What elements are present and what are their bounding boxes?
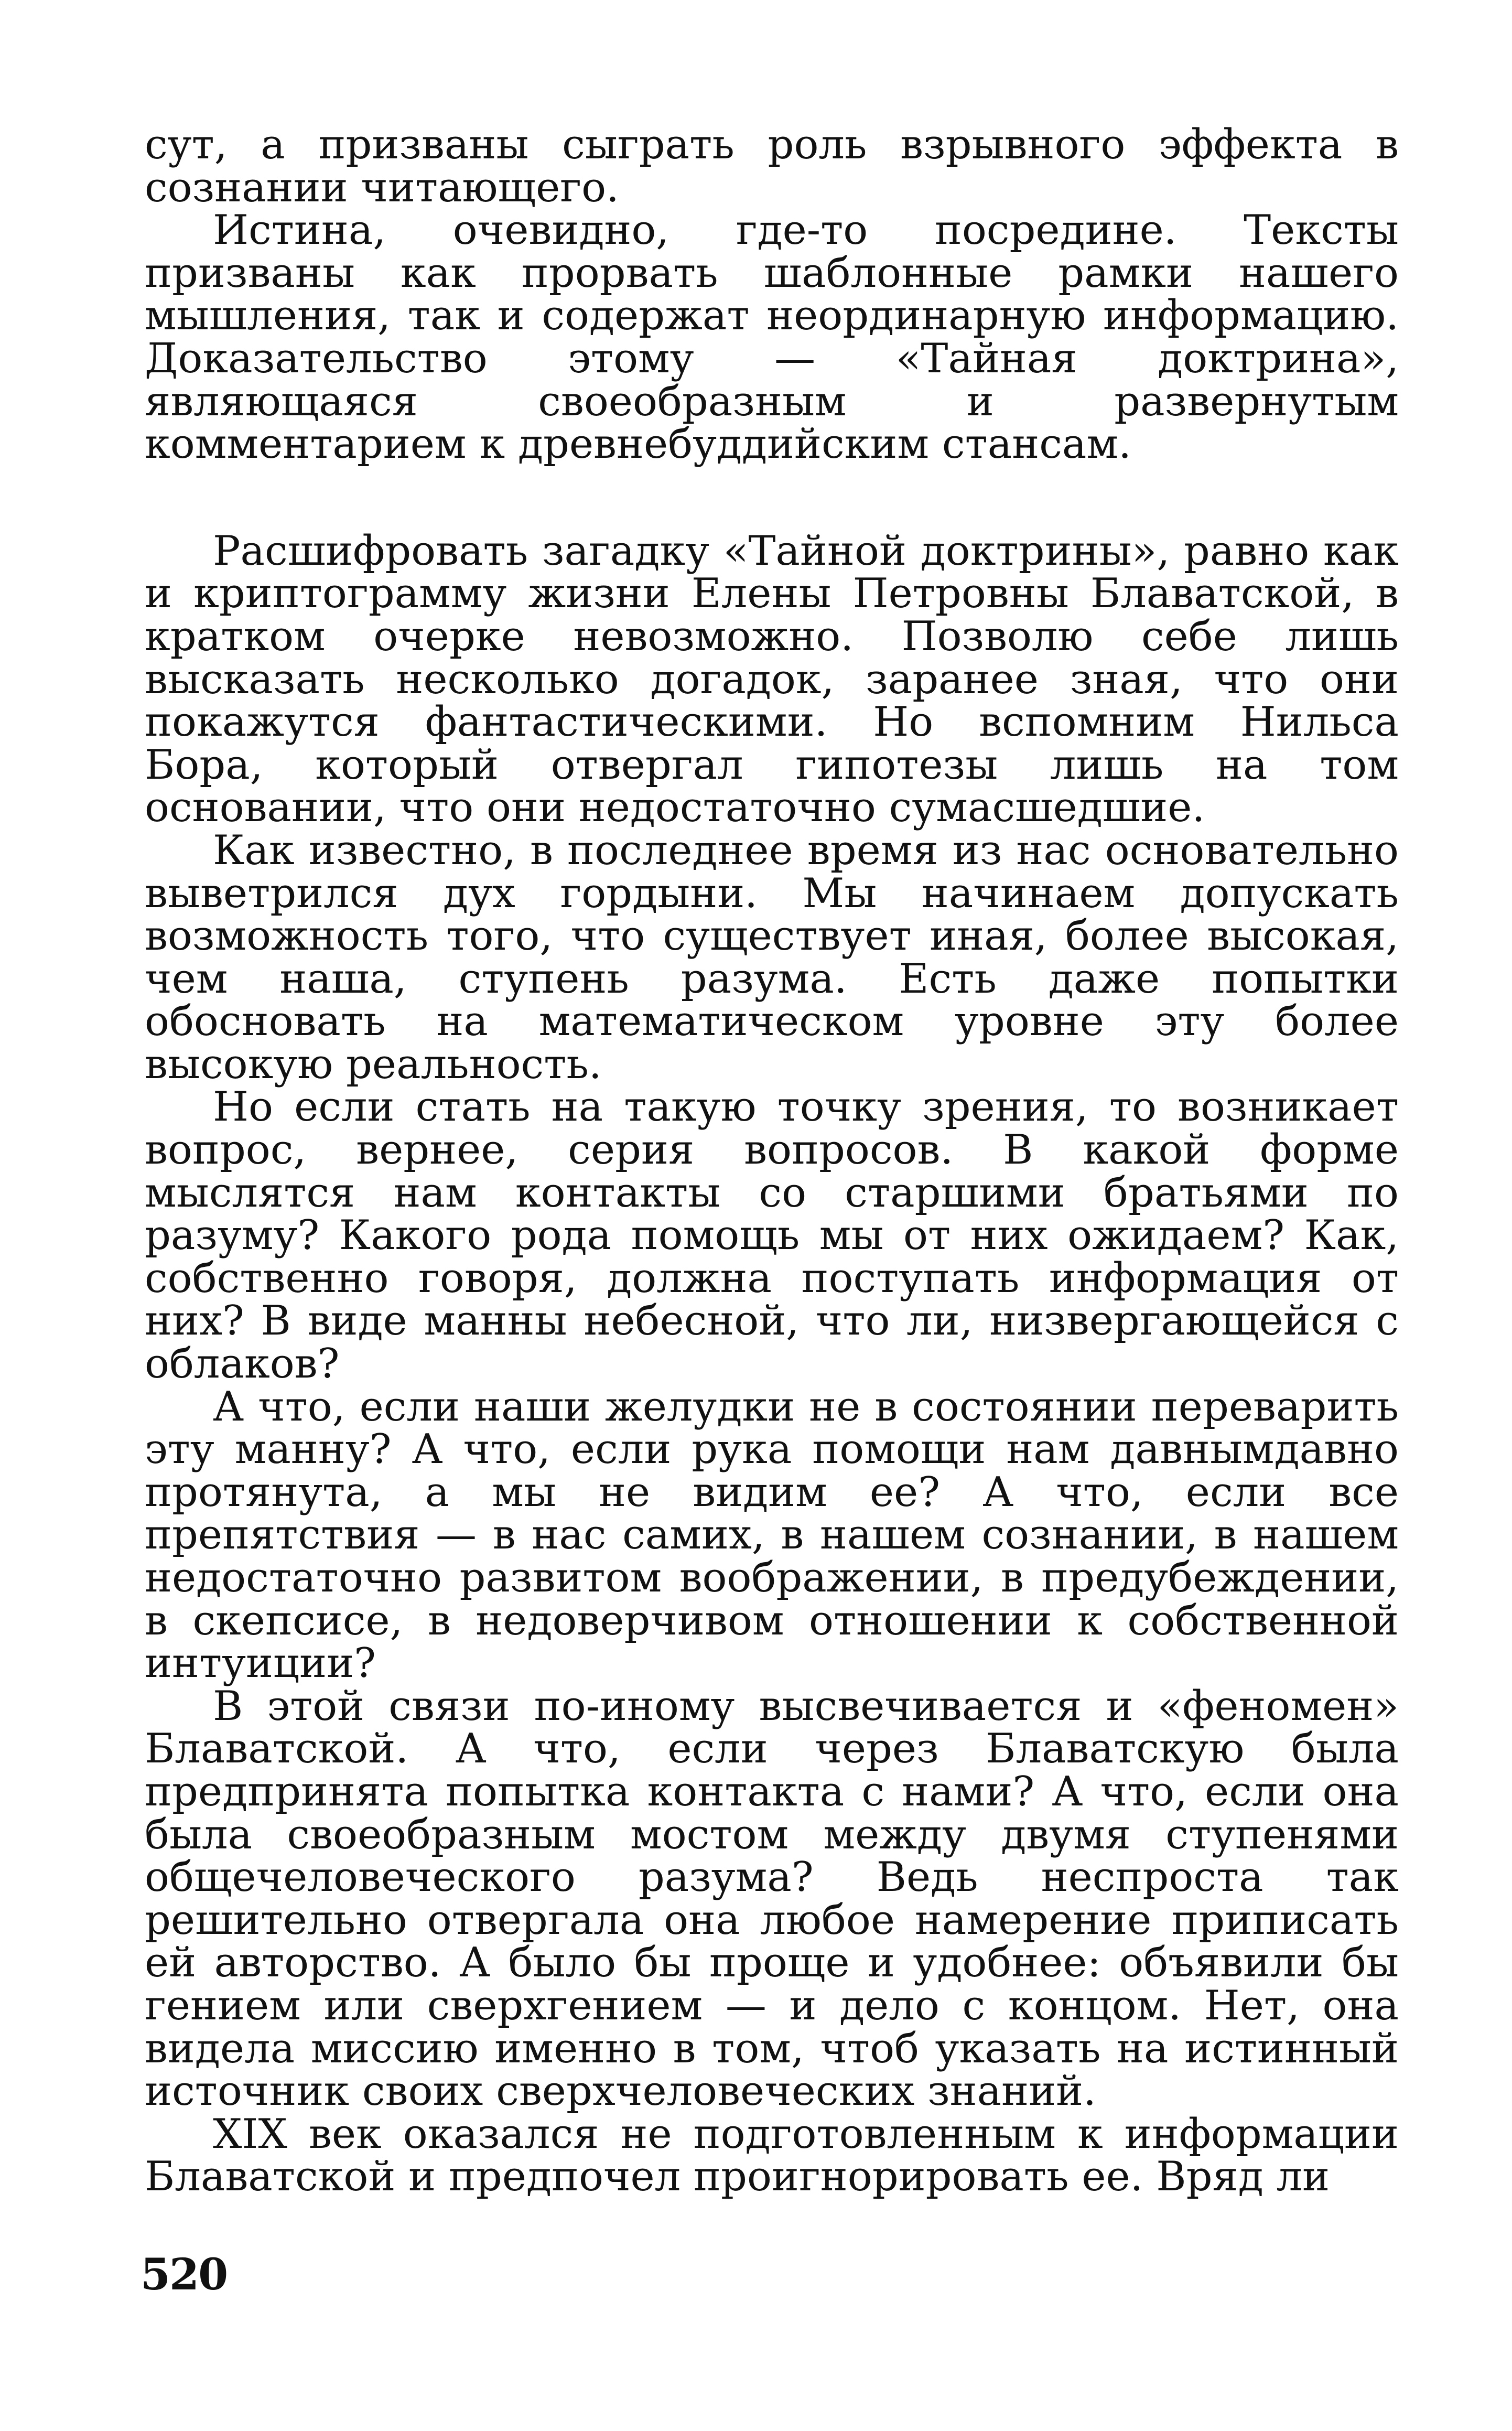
paragraph: XIX век оказался не подготовленным к информации Блаватской и предпочел проигнорировать ее. Вряд ли bbox=[145, 2110, 1399, 2201]
body-text bbox=[145, 121, 1399, 2201]
paragraph: А что, если наши желудки не в состоянии переварить эту манну? А что, если рука помощи нам давнымдавно протянута, а мы не видим ее? А что, если все препятствия — в нас самих, в нашем сознании, в нашем недостаточно развитом воображении, в предубеждении, в скепсисе, в недоверчивом отношении к собственной интуиции? bbox=[145, 1383, 1399, 1687]
paragraph: В этой связи по-иному высвечивается и «феномен» Блаватской. А что, если через Блаватскую была предпринята попытка контакта с нами? А что, если она была своеобразным мостом между двумя ступенями общечеловеческого разума? Ведь неспроста так решительно отвергала она любое намерение приписать ей авторство. А было бы проще и удобнее: объявили бы гением или сверхгением — и дело с концом. Нет, она видела миссию именно в том, чтоб указать на истинный источник своих сверхчеловеческих знаний. bbox=[145, 1682, 1399, 2115]
paragraph: Истина, очевидно, где-то посредине. Тексты призваны как прорвать шаблонные рамки нашего мышления, так и содержат неординарную информацию. Доказательство этому — «Тайная доктрина», являющаяся своеобразным и развернутым комментарием к древнебуддийским стансам. bbox=[145, 207, 1399, 468]
section-break bbox=[145, 466, 1399, 530]
paragraph: Расшифровать загадку «Тайной доктрины», равно как и криптограмму жизни Елены Петровны Блаватской, в кратком очерке невозможно. Позволю себе лишь высказать несколько догадок, заранее зная, что они покажутся фантастическими. Но вспомним Нильса Бора, который отвергал гипотезы лишь на том основании, что они недостаточно сумасшедшие. bbox=[145, 527, 1399, 832]
paragraph: Как известно, в последнее время из нас основательно выветрился дух гордыни. Мы начинаем допускать возможность того, что существует иная, более высокая, чем наша, ступень разума. Есть даже попытки обосновать на математическом уровне эту более высокую реальность. bbox=[145, 826, 1399, 1088]
paragraph-continuation: сут, а призваны сыграть роль взрывного эффекта в сознании читающего. bbox=[145, 121, 1399, 211]
paragraph: Но если стать на такую точку зрения, то возникает вопрос, вернее, серия вопросов. В какой форме мыслятся нам контакты со старшими братьями по разуму? Какого рода помощь мы от них ожидаем? Как, собственно говоря, должна поступать информация от них? В виде манны небесной, что ли, низвергающейся с облаков? bbox=[145, 1083, 1399, 1388]
page-number: 520 bbox=[141, 2250, 228, 2300]
